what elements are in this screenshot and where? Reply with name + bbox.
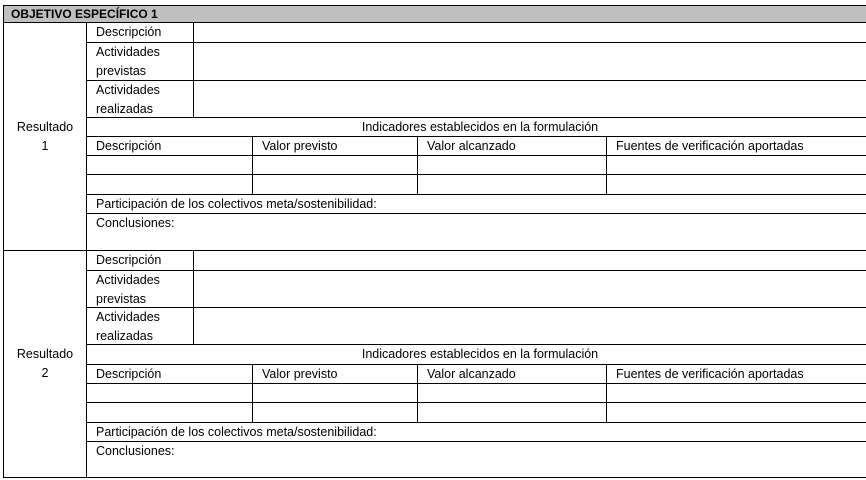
indicator-row [87,384,866,403]
field-descripcion[interactable] [194,251,866,270]
field-actividades-previstas[interactable] [194,271,866,307]
section-title: OBJETIVO ESPECÍFICO 1 [3,5,866,23]
conclusiones-field[interactable]: Conclusiones: [96,216,175,230]
label-line: realizadas [96,102,153,116]
field-actividades-realizadas[interactable] [194,308,866,344]
label-actividades-realizadas [87,81,194,117]
row-indicadores-header [87,118,866,137]
indicator-descripcion-cell[interactable] [87,384,253,402]
field-actividades-realizadas[interactable] [194,81,866,117]
indicator-descripcion-cell[interactable] [87,175,253,194]
indicator-fuentes-cell[interactable] [607,156,866,174]
label-line: realizadas [96,329,153,343]
row-actividades-realizadas [87,81,866,118]
row-participacion [87,195,866,214]
indicator-descripcion-cell[interactable] [87,156,253,174]
indicator-fuentes-cell[interactable] [607,175,866,194]
conclusiones-field[interactable]: Conclusiones: [96,444,175,458]
result-word: Resultado [16,347,74,361]
row-participacion [87,423,866,442]
result-block-1 [3,23,866,251]
row-actividades-previstas [87,43,866,81]
indicator-valor-alcanzado-cell[interactable] [418,384,607,402]
row-conclusiones [87,214,866,251]
indicator-fuentes-cell[interactable] [607,384,866,402]
participacion-field[interactable]: Participación de los colectivos meta/sostenibilidad: [96,425,377,439]
row-descripcion [87,23,866,43]
result-word: Resultado [16,120,74,134]
result-block-2 [3,251,866,478]
row-indicadores-columns [87,365,866,384]
indicator-descripcion-cell[interactable] [87,403,253,422]
objective-form [3,5,866,478]
col-valor-previsto: Valor previsto [253,137,418,155]
indicator-row [87,403,866,423]
label-actividades-previstas [87,271,194,307]
label-line: previstas [96,64,147,78]
col-valor-previsto: Valor previsto [253,365,418,383]
row-actividades-realizadas [87,308,866,345]
col-descripcion: Descripción [87,137,253,155]
label-line: previstas [96,292,147,306]
field-descripcion[interactable] [194,23,866,42]
indicator-valor-previsto-cell[interactable] [253,384,418,402]
row-indicadores-header [87,345,866,365]
label-descripcion: Descripción [87,251,194,270]
label-actividades-realizadas [87,308,194,344]
label-line: Actividades [96,45,160,59]
indicadores-title: Indicadores establecidos en la formulación [361,120,599,134]
indicator-valor-previsto-cell[interactable] [253,156,418,174]
indicator-valor-alcanzado-cell[interactable] [418,175,607,194]
indicadores-title: Indicadores establecidos en la formulación [361,347,599,361]
participacion-field[interactable]: Participación de los colectivos meta/sostenibilidad: [96,197,377,211]
col-valor-alcanzado: Valor alcanzado [418,137,607,155]
result-number: 1 [41,139,49,153]
col-fuentes: Fuentes de verificación aportadas [616,139,804,153]
result-label-2 [4,251,87,477]
row-actividades-previstas [87,271,866,308]
col-descripcion: Descripción [87,365,253,383]
label-line: Actividades [96,83,160,97]
indicator-row [87,156,866,175]
col-valor-alcanzado: Valor alcanzado [418,365,607,383]
indicator-fuentes-cell[interactable] [607,403,866,422]
indicator-valor-alcanzado-cell[interactable] [418,156,607,174]
field-actividades-previstas[interactable] [194,43,866,80]
label-actividades-previstas [87,43,194,80]
row-descripcion [87,251,866,271]
indicator-valor-previsto-cell[interactable] [253,175,418,194]
result-number: 2 [41,366,49,380]
label-descripcion: Descripción [87,23,194,42]
row-conclusiones [87,442,866,478]
indicator-valor-alcanzado-cell[interactable] [418,403,607,422]
col-fuentes: Fuentes de verificación aportadas [616,367,804,381]
label-line: Actividades [96,273,160,287]
indicator-row [87,175,866,195]
result-label-1 [4,23,87,251]
row-indicadores-columns [87,137,866,156]
label-line: Actividades [96,310,160,324]
indicator-valor-previsto-cell[interactable] [253,403,418,422]
